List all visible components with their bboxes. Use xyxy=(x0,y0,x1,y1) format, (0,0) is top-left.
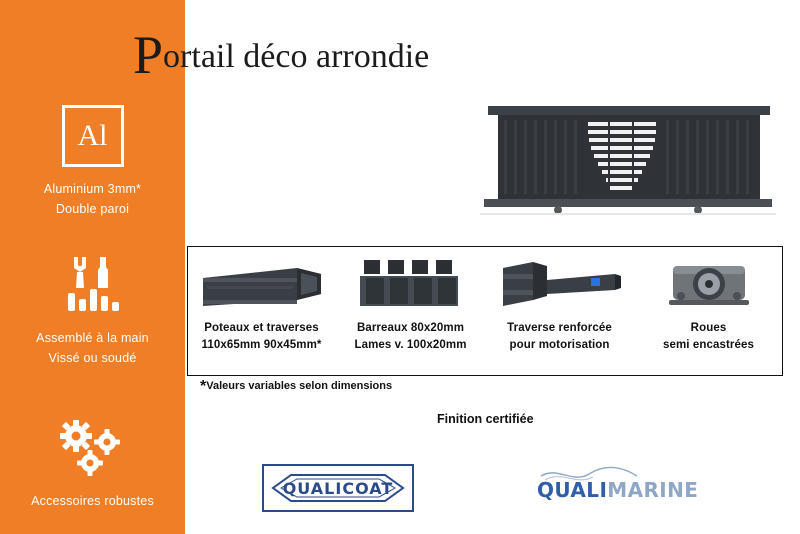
page-title-initial: P xyxy=(133,25,164,85)
footnote-star: * xyxy=(200,378,207,395)
sidebar-item-assemblage-label1: Assemblé à la main xyxy=(36,331,149,345)
qualimarine-label-part2: MARINE xyxy=(607,478,699,502)
reinforced-crossbar-icon xyxy=(495,254,625,316)
aluminium-badge-label: Al xyxy=(77,119,108,152)
sidebar-item-assemblage-label2: Vissé ou soudé xyxy=(48,351,137,365)
spec-traverse-line1: Traverse renforcée xyxy=(507,322,612,334)
wrench-tools-icon xyxy=(0,255,185,318)
slats-bars-icon xyxy=(358,254,464,316)
gate-photo xyxy=(480,100,776,220)
spec-traverse-line2: pour motorisation xyxy=(509,339,610,351)
spec-col-barreaux xyxy=(336,246,485,376)
spec-poteaux-line1: Poteaux et traverses xyxy=(204,322,319,334)
sidebar-item-assemblage xyxy=(0,255,185,368)
wheel-icon xyxy=(663,254,755,316)
sidebar-item-accessoires-label1: Accessoires robustes xyxy=(31,494,154,508)
qualicoat-logo xyxy=(262,464,414,512)
spec-col-traverse xyxy=(485,246,634,376)
page-title-rest: ortail déco arrondie xyxy=(163,38,430,75)
specs-columns xyxy=(187,246,783,376)
sidebar-item-accessoires xyxy=(0,420,185,511)
qualimarine-logo xyxy=(537,470,717,510)
spec-roues-line2: semi encastrées xyxy=(662,339,754,351)
spec-barreaux-line1: Barreaux 80x20mm xyxy=(356,322,465,334)
qualimarine-label-part1: QUALI xyxy=(537,478,608,502)
finition-label: Finition certifiée xyxy=(437,412,534,426)
aluminium-square-icon xyxy=(62,105,124,167)
page-title xyxy=(133,25,430,85)
specs-footnote xyxy=(200,378,392,396)
footnote-text: Valeurs variables selon dimensions xyxy=(206,380,393,392)
profile-extrusion-icon xyxy=(197,254,327,316)
gears-icon xyxy=(0,420,185,481)
spec-col-roues xyxy=(634,246,783,376)
spec-poteaux-line2: 110x65mm 90x45mm* xyxy=(201,339,322,351)
qualicoat-label: QUALICOAT xyxy=(282,478,394,498)
sidebar-item-aluminium-label1: Aluminium 3mm* xyxy=(43,182,142,196)
spec-roues-line1: Roues xyxy=(690,322,727,334)
spec-col-poteaux xyxy=(187,246,336,376)
sidebar-item-aluminium-label2: Double paroi xyxy=(55,202,130,216)
sidebar-item-aluminium xyxy=(0,105,185,219)
spec-barreaux-line2: Lames v. 100x20mm xyxy=(354,339,467,351)
